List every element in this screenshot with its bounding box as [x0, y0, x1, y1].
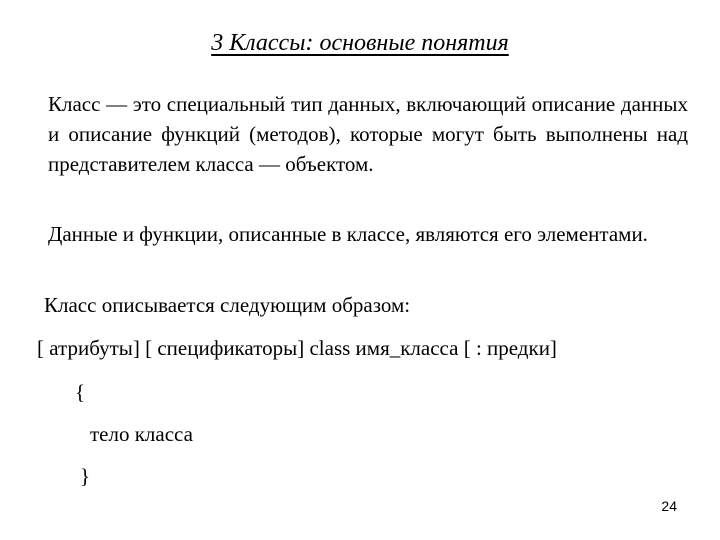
class-declaration-syntax: [ атрибуты] [ спецификаторы] class имя_класса [ : предки] [37, 336, 557, 360]
slide-title-text: 3 Классы: основные понятия [211, 30, 509, 56]
members-paragraph: Данные и функции, описанные в классе, являются его элементами. [48, 222, 648, 246]
syntax-intro: Класс описывается следующим образом: [44, 293, 411, 317]
slide-title [0, 28, 720, 58]
definition-paragraph: Класс — это специальный тип данных, включающий описание данных и описание функций (методов), которые могут быть выполнены над представителем класса — объектом. [48, 92, 688, 176]
page-number: 24 [661, 498, 677, 514]
class-body-label: тело класса [90, 422, 193, 446]
close-brace: } [80, 464, 91, 488]
open-brace: { [75, 380, 86, 404]
